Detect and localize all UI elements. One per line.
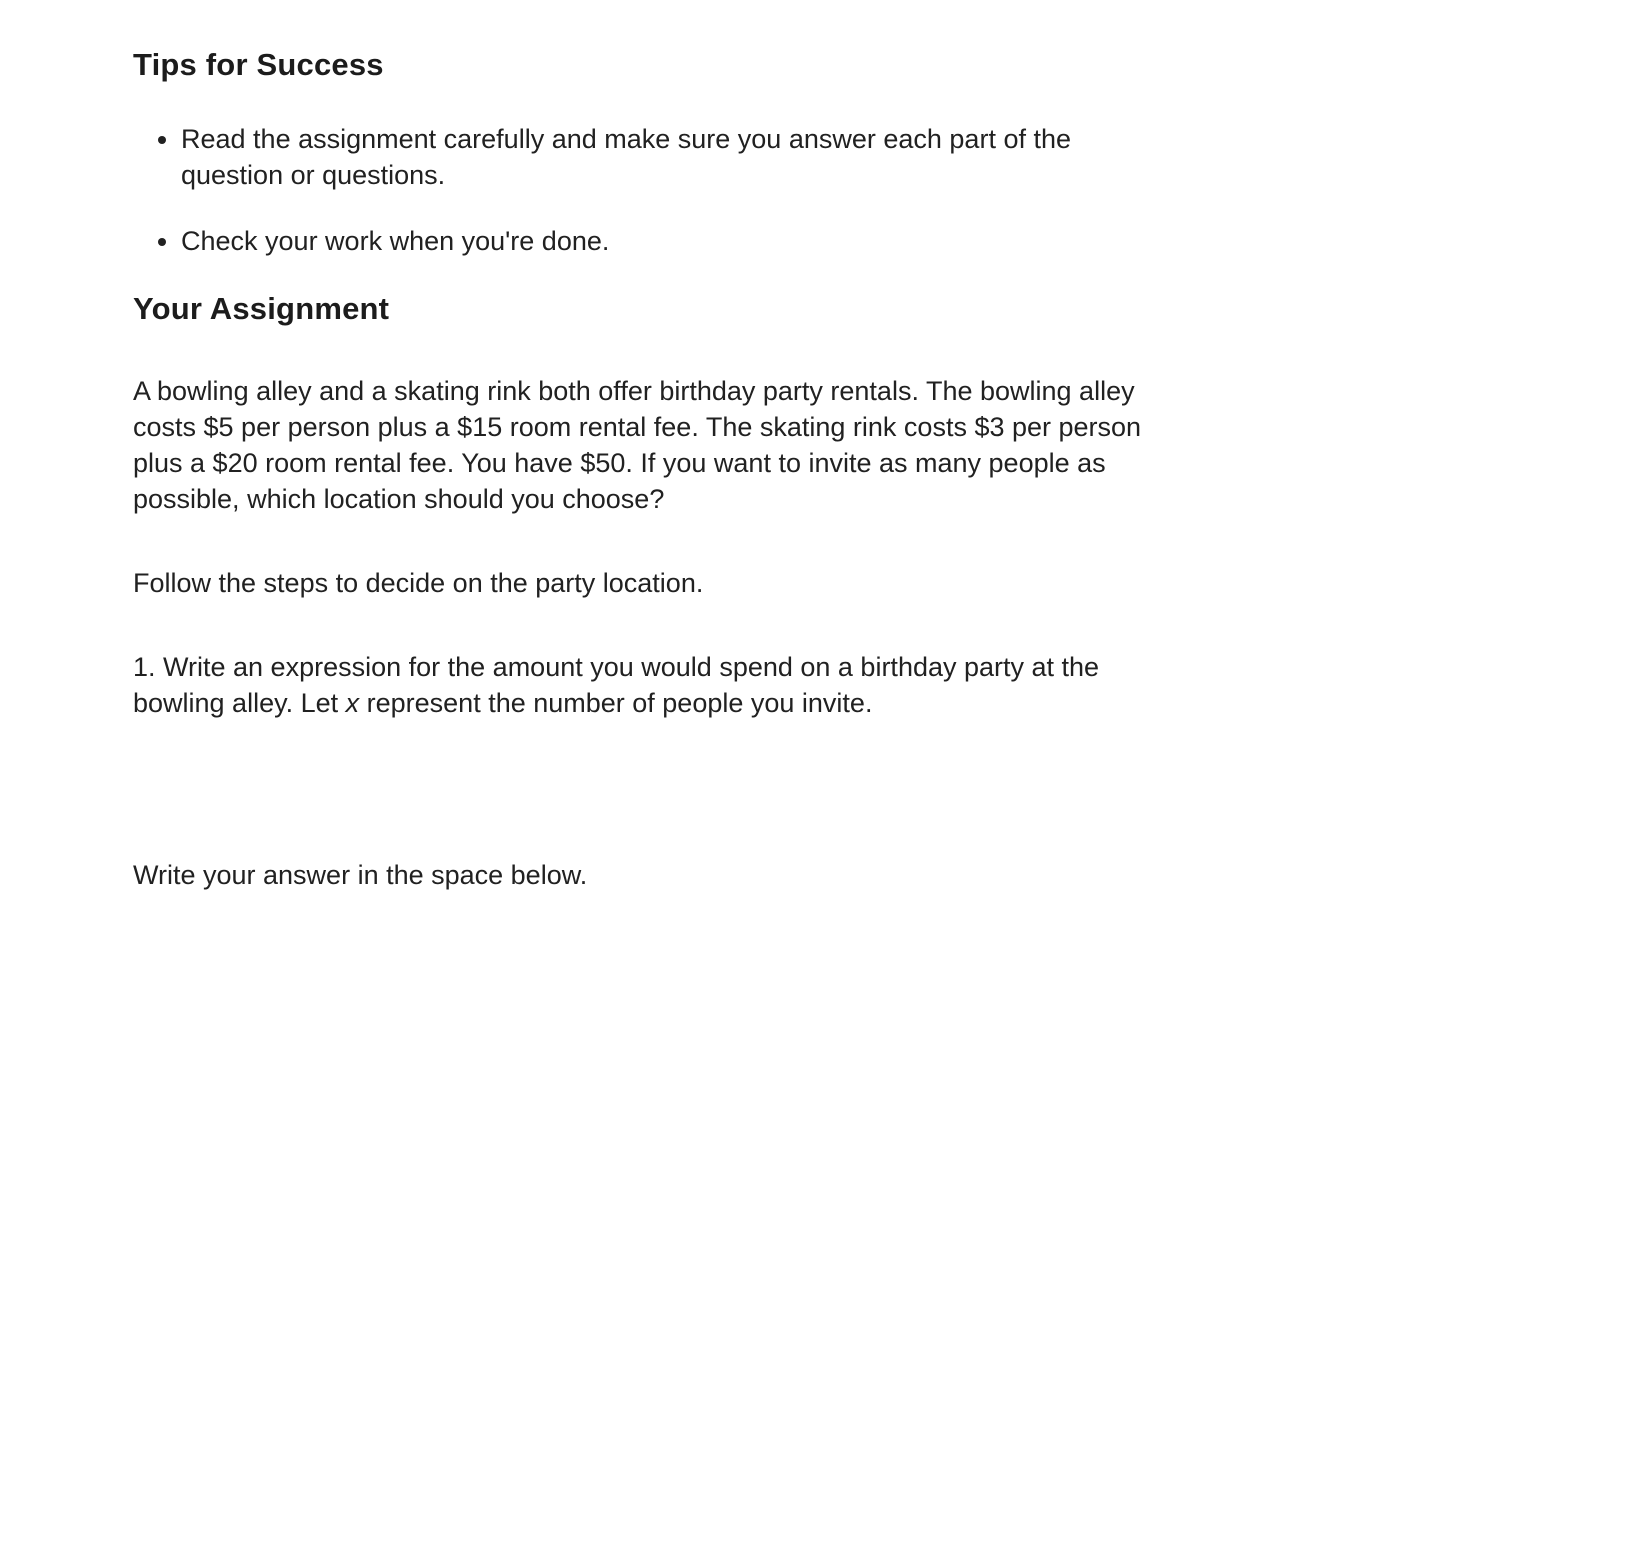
question-1-text-line: 1. Write an expression for the amount you would spend on a birthday party at the bbox=[133, 652, 1100, 682]
tip-text-line: • Check your work when you're done. bbox=[181, 226, 610, 256]
question-1-text-line bbox=[133, 685, 1591, 721]
question-1-line2-before: bowling alley. Let bbox=[133, 688, 346, 718]
answer-prompt: Write your answer in the space below. bbox=[133, 860, 588, 890]
your-assignment-heading: Your Assignment bbox=[133, 291, 390, 326]
question-1-line2-after: represent the number of people you invite. bbox=[359, 688, 873, 718]
tip-item-check-work bbox=[181, 223, 1591, 259]
variable-x: x bbox=[345, 688, 360, 718]
follow-steps-text: Follow the steps to decide on the party location. bbox=[133, 568, 704, 598]
tips-heading: Tips for Success bbox=[133, 47, 384, 82]
intro-text-line: A bowling alley and a skating rink both offer birthday party rentals. The bowling alley bbox=[133, 376, 1135, 406]
intro-text-line: possible, which location should you choose? bbox=[133, 484, 665, 514]
tip-text-line: • Read the assignment carefully and make sure you answer each part of the bbox=[181, 124, 1071, 154]
assignment-intro-paragraph bbox=[133, 373, 1591, 517]
intro-text-line: costs $5 per person plus a $15 room rental fee. The skating rink costs $3 per person bbox=[133, 412, 1142, 442]
intro-text-line: plus a $20 room rental fee. You have $50. If you want to invite as many people as bbox=[133, 448, 1106, 478]
question-1 bbox=[133, 649, 1591, 721]
tip-text-line: question or questions. bbox=[181, 160, 446, 190]
tip-item-read-assignment bbox=[181, 121, 1591, 193]
tips-list bbox=[133, 121, 1591, 259]
